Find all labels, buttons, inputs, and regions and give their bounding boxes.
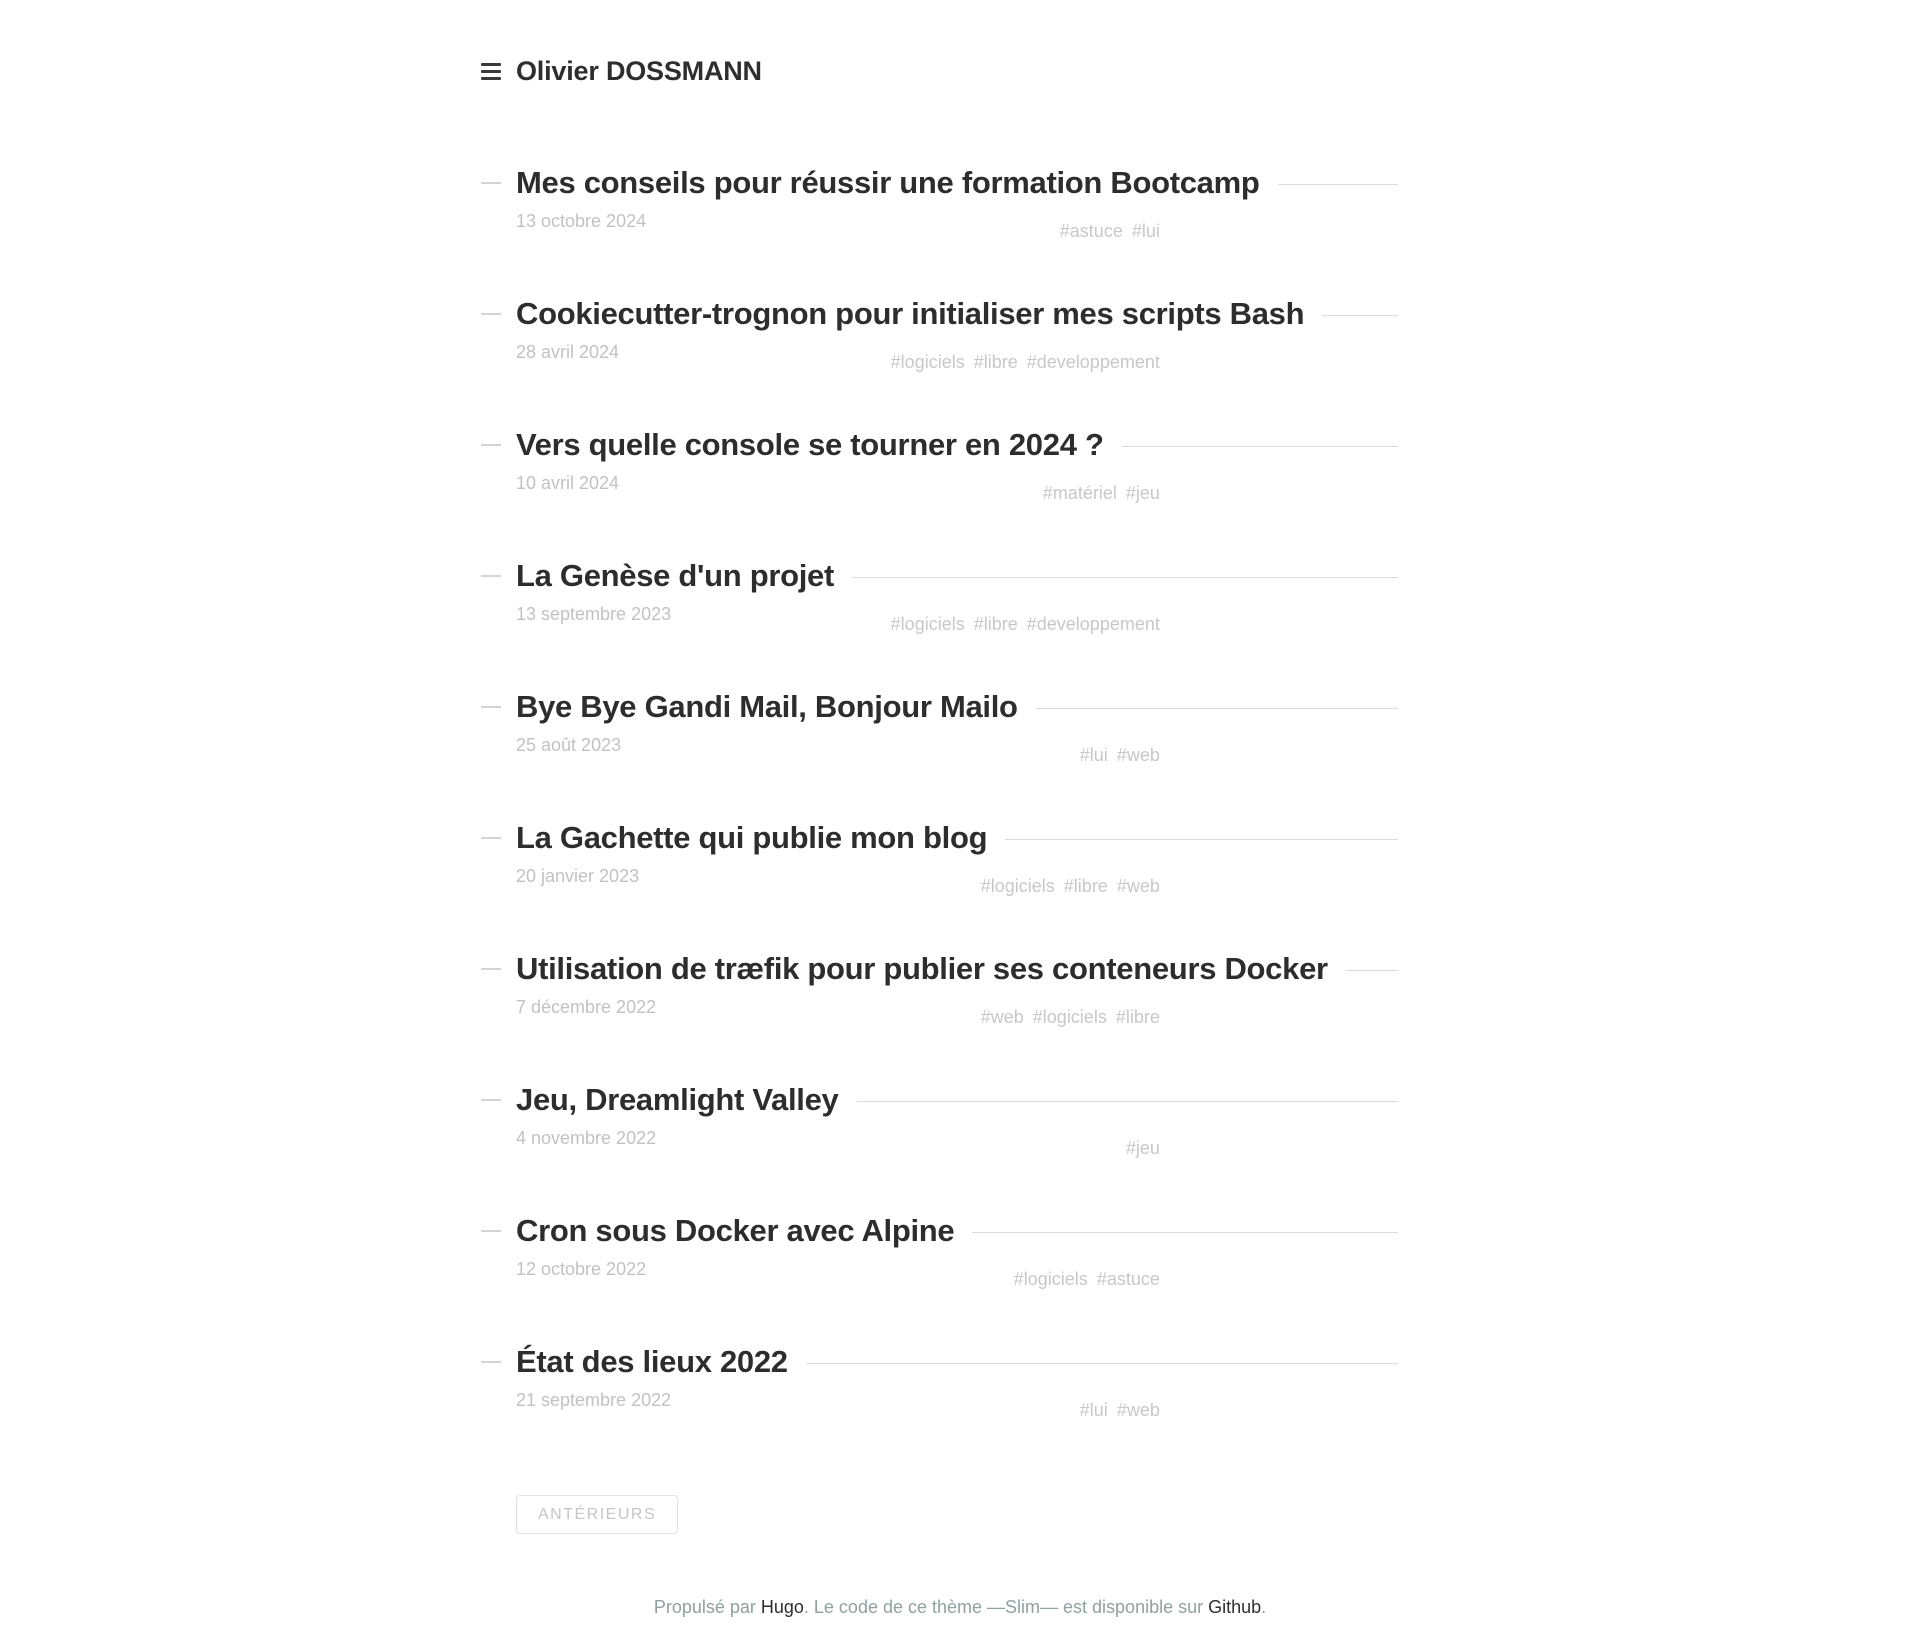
main-content (481, 164, 1398, 1534)
post-title-link[interactable]: Utilisation de træfik pour publier ses conteneurs Docker (516, 951, 1328, 986)
post-dash-decoration (481, 837, 501, 839)
tag-link[interactable]: #libre (1115, 1007, 1160, 1027)
post-title-link[interactable]: Jeu, Dreamlight Valley (516, 1082, 839, 1117)
post-dash-decoration (481, 1099, 501, 1101)
post-date: 25 août 2023 (516, 735, 622, 755)
post-item (481, 950, 1398, 1036)
post-item (481, 819, 1398, 905)
post-tags (1080, 1400, 1160, 1421)
title-rule-line (1278, 184, 1398, 185)
tag-link[interactable]: #logiciels (980, 876, 1055, 896)
tag-link[interactable]: #developpement (1026, 352, 1160, 372)
post-item (481, 1343, 1398, 1429)
tag-link[interactable]: #lui (1079, 745, 1108, 765)
tag-link[interactable]: #web (1116, 1400, 1160, 1420)
post-title-row (516, 1343, 1398, 1381)
tag-link[interactable]: #lui (1079, 1400, 1108, 1420)
hamburger-menu-icon[interactable] (481, 63, 501, 80)
post-title-link[interactable]: La Genèse d'un projet (516, 558, 835, 593)
post-date: 28 avril 2024 (516, 342, 620, 362)
post-dash-decoration (481, 706, 501, 708)
post-date: 21 septembre 2022 (516, 1390, 672, 1410)
post-date: 4 novembre 2022 (516, 1128, 657, 1148)
post-meta (516, 734, 1160, 774)
post-tags (891, 352, 1160, 373)
tag-link[interactable]: #jeu (1125, 483, 1160, 503)
post-dash-decoration (481, 182, 501, 184)
post-tags (1126, 1138, 1160, 1159)
post-date: 7 décembre 2022 (516, 997, 657, 1017)
post-title-row (516, 164, 1398, 202)
post-title-row (516, 557, 1398, 595)
post-title-row (516, 1212, 1398, 1250)
tag-link[interactable]: #astuce (1059, 221, 1123, 241)
tag-link[interactable]: #libre (1063, 876, 1108, 896)
post-tags (1060, 221, 1160, 242)
post-dash-decoration (481, 1230, 501, 1232)
post-title-link[interactable]: Bye Bye Gandi Mail, Bonjour Mailo (516, 689, 1018, 724)
hamburger-bar (481, 70, 501, 73)
tag-link[interactable]: #web (980, 1007, 1024, 1027)
post-title-row (516, 295, 1398, 333)
post-title-row (516, 688, 1398, 726)
tag-link[interactable]: #logiciels (1013, 1269, 1088, 1289)
tag-link[interactable]: #libre (973, 352, 1018, 372)
post-title-link[interactable]: Vers quelle console se tourner en 2024 ? (516, 427, 1104, 462)
site-title-link[interactable]: Olivier DOSSMANN (516, 56, 762, 86)
post-title-row (516, 426, 1398, 464)
post-item (481, 557, 1398, 643)
hamburger-bar (481, 77, 501, 80)
post-meta (516, 341, 1160, 381)
tag-link[interactable]: #libre (973, 614, 1018, 634)
post-date: 13 septembre 2023 (516, 604, 672, 624)
post-item (481, 1081, 1398, 1167)
post-item (481, 164, 1398, 250)
post-title-link[interactable]: Mes conseils pour réussir une formation Bootcamp (516, 165, 1260, 200)
title-rule-line (806, 1363, 1398, 1364)
post-tags (891, 614, 1160, 635)
tag-link[interactable]: #logiciels (1032, 1007, 1107, 1027)
post-dash-decoration (481, 968, 501, 970)
tag-link[interactable]: #web (1116, 745, 1160, 765)
tag-link[interactable]: #matériel (1042, 483, 1117, 503)
post-title-row (516, 950, 1398, 988)
post-tags (981, 876, 1160, 897)
footer-text-prefix: Propulsé par (653, 1597, 761, 1617)
post-list (481, 164, 1398, 1429)
tag-link[interactable]: #jeu (1125, 1138, 1160, 1158)
title-rule-line (1322, 315, 1398, 316)
post-title-row (516, 819, 1398, 857)
tag-link[interactable]: #logiciels (890, 352, 965, 372)
post-meta (516, 1258, 1160, 1298)
post-meta (516, 210, 1160, 250)
post-title-link[interactable]: Cookiecutter-trognon pour initialiser mes scripts Bash (516, 296, 1305, 331)
title-rule-line (1122, 446, 1398, 447)
post-title-link[interactable]: Cron sous Docker avec Alpine (516, 1213, 955, 1248)
post-item (481, 295, 1398, 381)
site-footer (0, 1596, 1920, 1618)
post-date: 10 avril 2024 (516, 473, 620, 493)
post-tags (981, 1007, 1160, 1028)
post-meta (516, 1389, 1160, 1429)
post-date: 20 janvier 2023 (516, 866, 640, 886)
post-item (481, 1212, 1398, 1298)
post-tags (1080, 745, 1160, 766)
title-rule-line (972, 1232, 1398, 1233)
title-rule-line (852, 577, 1398, 578)
post-meta (516, 1127, 1160, 1167)
post-meta (516, 603, 1160, 643)
title-rule-line (1005, 839, 1398, 840)
title-rule-line (857, 1101, 1399, 1102)
post-date: 12 octobre 2022 (516, 1259, 647, 1279)
footer-text-middle: . Le code de ce thème —Slim— est disponible sur (803, 1597, 1209, 1617)
post-title-link[interactable]: La Gachette qui publie mon blog (516, 820, 988, 855)
site-header (481, 0, 1398, 90)
post-title-link[interactable]: État des lieux 2022 (516, 1344, 788, 1379)
post-dash-decoration (481, 575, 501, 577)
post-meta (516, 865, 1160, 905)
post-meta (516, 472, 1160, 512)
post-tags (1043, 483, 1160, 504)
tag-link[interactable]: #developpement (1026, 614, 1160, 634)
post-meta (516, 996, 1160, 1036)
hugo-link[interactable]: Hugo (760, 1597, 804, 1617)
post-dash-decoration (481, 1361, 501, 1363)
github-link[interactable]: Github (1208, 1597, 1262, 1617)
title-rule-line (1036, 708, 1398, 709)
tag-link[interactable]: #web (1116, 876, 1160, 896)
post-item (481, 688, 1398, 774)
post-dash-decoration (481, 444, 501, 446)
post-tags (1014, 1269, 1160, 1290)
older-posts-button[interactable]: ANTÉRIEURS (516, 1495, 678, 1534)
hamburger-bar (481, 63, 501, 66)
title-rule-line (1346, 970, 1398, 971)
post-item (481, 426, 1398, 512)
tag-link[interactable]: #logiciels (890, 614, 965, 634)
tag-link[interactable]: #astuce (1096, 1269, 1160, 1289)
page-container (481, 0, 1398, 1534)
post-title-row (516, 1081, 1398, 1119)
post-dash-decoration (481, 313, 501, 315)
post-date: 13 octobre 2024 (516, 211, 647, 231)
footer-text-suffix: . (1261, 1597, 1267, 1617)
tag-link[interactable]: #lui (1131, 221, 1160, 241)
